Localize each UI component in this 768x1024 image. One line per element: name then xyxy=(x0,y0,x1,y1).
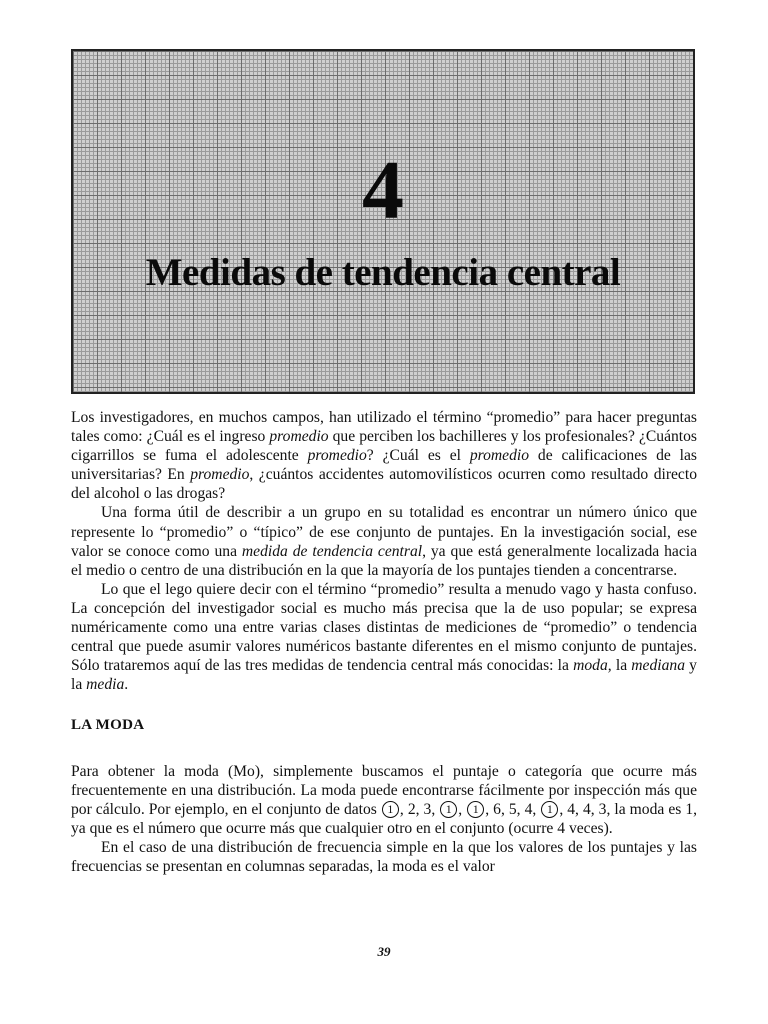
text-run: , xyxy=(458,800,467,818)
text-run: de calificaciones de las universitarias? En xyxy=(71,447,697,484)
text-run: Para obtener la moda (Mo), simplemente buscamos el puntaje o categoría que ocurre más frecuentemente en una distribución. La moda puede encontrarse fácilmente por inspección más que por cálculo. Por ejemplo, en el conjunto de datos xyxy=(71,762,697,818)
text-run: , 4, 4, 3, la moda es 1, ya que es el número que ocurre más que cualquier otro en el conjunto (ocurre 4 veces). xyxy=(71,800,698,837)
text-run: Lo que el lego quiere decir con el término “promedio” resulta a menudo vago y hasta confuso. La concepción del investigador social es mucho más precisa que la de uso popular; se expresa numéricamente como una entre varias clases distintas de mediciones de “promedio” o tendencia central que puede asumir valores numéricos bastante diferentes en el mismo conjunto de puntajes. Sólo trataremos aquí de las tres medidas de tendencia central más conocidas: la xyxy=(71,580,697,675)
emphasis: promedio xyxy=(269,428,329,446)
circled-number: 1 xyxy=(440,801,457,818)
text-run: que perciben los bachilleres y los profesionales? ¿Cuántos cigarrillos se fuma el adolescente xyxy=(71,428,697,465)
text-run: , 6, 5, 4, xyxy=(485,800,541,818)
emphasis: promedio xyxy=(190,466,250,484)
chapter-header-box xyxy=(71,49,695,394)
section-heading: LA MODA xyxy=(71,717,145,734)
chapter-title: Medidas de tendencia central xyxy=(145,251,621,294)
text-run: , ¿cuántos accidentes automovilísticos ocurren como resultado directo del alcohol o las drogas? xyxy=(71,466,697,503)
emphasis: media xyxy=(86,676,125,694)
circled-number: 1 xyxy=(467,801,484,818)
emphasis: promedio xyxy=(469,447,530,465)
text-run: . xyxy=(124,676,129,694)
circled-number: 1 xyxy=(541,801,558,818)
emphasis: medida de tendencia central xyxy=(241,542,423,560)
paragraph-frequency: En el caso de una distribución de frecuencia simple en la que los valores de los puntajes y las frecuencias se presentan en columnas separadas, la moda es el valor xyxy=(71,838,697,875)
text-run: ? ¿Cuál es el xyxy=(366,447,470,465)
text-run: y la xyxy=(71,657,697,694)
paragraph-mode xyxy=(71,762,697,838)
emphasis: promedio xyxy=(307,447,367,465)
body-text xyxy=(71,408,697,876)
emphasis: moda, xyxy=(573,657,612,675)
paragraph-central-measure xyxy=(71,503,697,579)
text-run: la xyxy=(611,657,632,675)
text-run: , 2, 3, xyxy=(399,800,440,818)
text-run: Los investigadores, en muchos campos, han utilizado el término “promedio” para hacer preguntas tales como: ¿Cuál es el ingreso xyxy=(71,409,697,446)
text-run: Una forma útil de describir a un grupo en su totalidad es encontrar un número único que represente lo “promedio” o “típico” de ese conjunto de puntajes. En la investigación social, ese valor se conoce como una xyxy=(71,504,697,560)
text-run: , ya que está generalmente localizada hacia el medio o centro de una distribución en la que la mayoría de los puntajes tienden a concentrarse. xyxy=(71,542,698,579)
paragraph-intro xyxy=(71,408,697,503)
chapter-number: 4 xyxy=(362,144,404,237)
circled-number: 1 xyxy=(382,801,399,818)
page-number: 39 xyxy=(377,944,391,959)
paragraph-average-meaning xyxy=(71,580,697,695)
emphasis: mediana xyxy=(631,657,685,675)
